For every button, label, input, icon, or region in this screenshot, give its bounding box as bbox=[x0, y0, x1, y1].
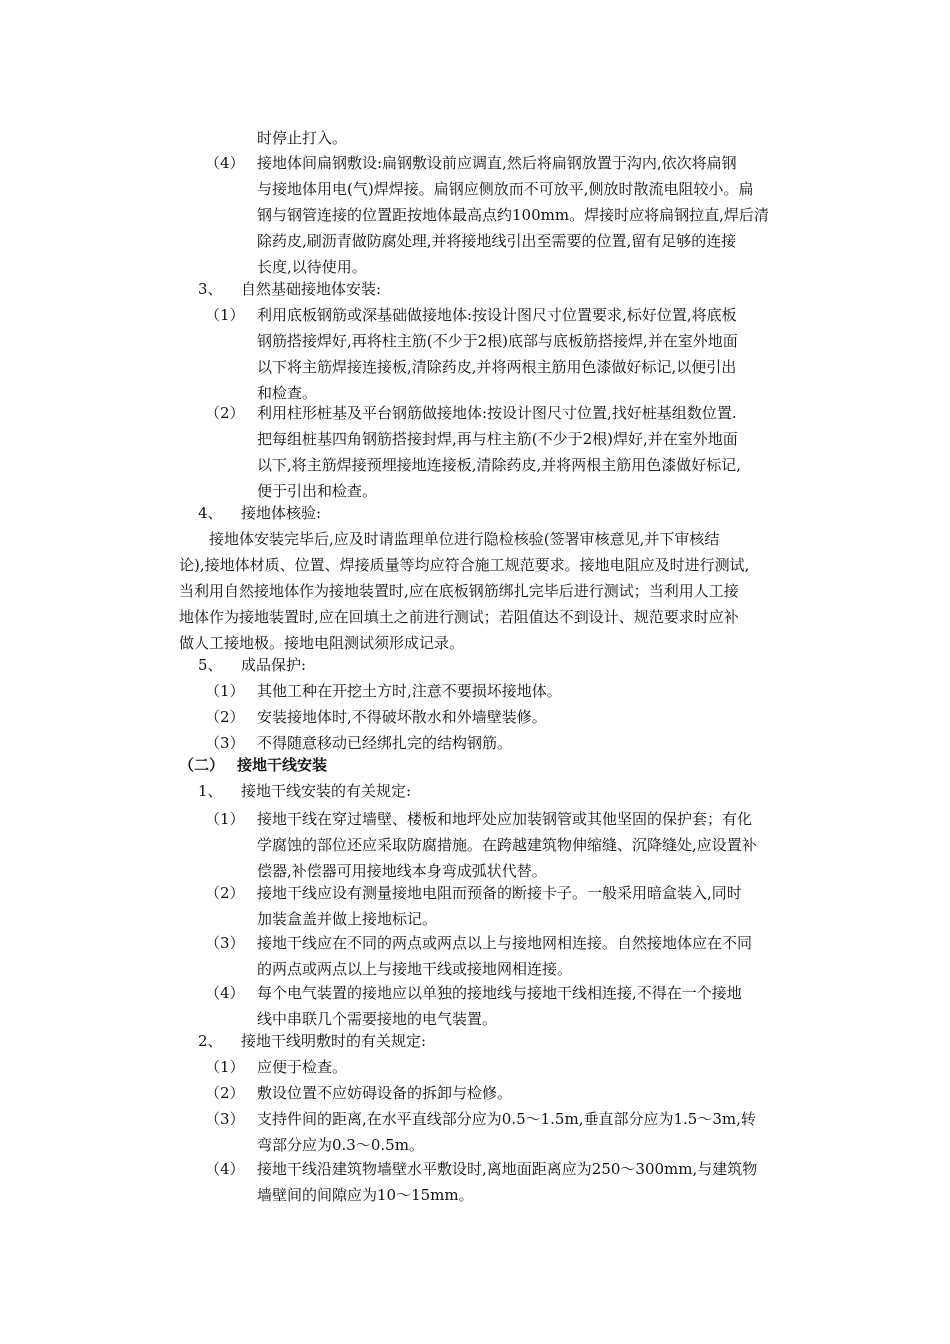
text-line: 钢筋搭接焊好,再将柱主筋(不少于2根)底部与底板筋搭接焊,并在室外地面 bbox=[257, 332, 738, 350]
text-line: 学腐蚀的部位还应采取防腐措施。在跨越建筑物伸缩缝、沉降缝处,应设置补 bbox=[257, 836, 757, 854]
item-number: （4） bbox=[205, 1160, 245, 1178]
text-line: 不得随意移动已经绑扎完的结构钢筋。 bbox=[257, 734, 513, 752]
item-number: （1） bbox=[205, 810, 245, 828]
text-line: 接地干线应在不同的两点或两点以上与接地网相连接。自然接地体应在不同 bbox=[257, 934, 753, 952]
text-line: 接地干线沿建筑物墙壁水平敷设时,离地面距离应为250～300mm,与建筑物 bbox=[257, 1160, 758, 1178]
text-line: 以下,将主筋焊接预埋接地连接板,清除药皮,并将两根主筋用色漆做好标记, bbox=[257, 456, 742, 474]
text-line: 利用底板钢筋或深基础做接地体:按设计图尺寸位置要求,标好位置,将底板 bbox=[257, 306, 737, 324]
text-line: 支持件间的距离,在水平直线部分应为0.5～1.5m,垂直部分应为1.5～3m,转 bbox=[257, 1110, 756, 1128]
text-line: 应便于检查。 bbox=[257, 1058, 348, 1076]
text-line: 钢与钢管连接的位置距按地体最高点约100mm。焊接时应将扁钢拉直,焊后清 bbox=[257, 206, 769, 224]
item-number: （4） bbox=[205, 154, 245, 172]
section-number: 5、 bbox=[198, 656, 223, 674]
item-number: （3） bbox=[205, 934, 245, 952]
section-heading: 接地体核验: bbox=[241, 504, 322, 522]
item-number: （1） bbox=[205, 682, 245, 700]
text-line: 线中串联几个需要接地的电气装置。 bbox=[257, 1010, 498, 1028]
text-line: 安装接地体时,不得破坏散水和外墙壁装修。 bbox=[257, 708, 547, 726]
item-number: （2） bbox=[205, 708, 245, 726]
section-heading: 自然基础接地体安装: bbox=[241, 280, 382, 298]
item-number: （2） bbox=[205, 404, 245, 422]
text-line: 接地体间扁钢敷设:扁钢敷设前应调直,然后将扁钢放置于沟内,依次将扁钢 bbox=[257, 154, 737, 172]
text-line: 接地干线应设有测量接地电阻而预备的断接卡子。一般采用暗盒装入,同时 bbox=[257, 884, 742, 902]
item-number: （1） bbox=[205, 1058, 245, 1076]
text-line: 时停止打入。 bbox=[257, 129, 348, 147]
text-line: 接地体安装完毕后,应及时请监理单位进行隐检核验(签署审核意见,并下审核结 bbox=[209, 530, 720, 548]
text-line: 弯部分应为0.3～0.5m。 bbox=[257, 1136, 424, 1154]
item-number: （1） bbox=[205, 306, 245, 324]
section-heading: 接地干线明敷时的有关规定: bbox=[241, 1032, 427, 1050]
text-line: 把每组桩基四角钢筋搭接封焊,再与柱主筋(不少于2根)焊好,并在室外地面 bbox=[257, 430, 738, 448]
text-line: 利用柱形桩基及平台钢筋做接地体:按设计图尺寸位置,找好桩基组数位置. bbox=[257, 404, 737, 422]
text-line: 每个电气装置的接地应以单独的接地线与接地干线相连接,不得在一个接地 bbox=[257, 984, 742, 1002]
chapter-number: （二） bbox=[179, 756, 225, 774]
text-line: 除药皮,刷沥青做防腐处理,并将接地线引出至需要的位置,留有足够的连接 bbox=[257, 232, 737, 250]
item-number: （3） bbox=[205, 734, 245, 752]
text-line: 加装盒盖并做上接地标记。 bbox=[257, 910, 438, 928]
item-number: （4） bbox=[205, 984, 245, 1002]
text-line: 做人工接地极。接地电阻测试须形成记录。 bbox=[179, 634, 465, 652]
text-line: 论),接地体材质、位置、焊接质量等均应符合施工规范要求。接地电阻应及时进行测试, bbox=[179, 556, 750, 574]
text-line: 当利用自然接地体作为接地装置时,应在底板钢筋绑扎完毕后进行测试；当利用人工接 bbox=[179, 582, 739, 600]
text-line: 与接地体用电(气)焊焊接。扁钢应侧放而不可放平,侧放时散流电阻较小。扁 bbox=[257, 180, 754, 198]
section-number: 2、 bbox=[198, 1032, 223, 1050]
section-number: 4、 bbox=[198, 504, 223, 522]
text-line: 敷设位置不应妨碍设备的拆卸与检修。 bbox=[257, 1084, 513, 1102]
text-line: 以下将主筋焊接连接板,清除药皮,并将两根主筋用色漆做好标记,以便引出 bbox=[257, 358, 737, 376]
section-number: 1、 bbox=[198, 782, 223, 800]
text-line: 便于引出和检查。 bbox=[257, 482, 378, 500]
text-line: 墙壁间的间隙应为10～15mm。 bbox=[257, 1186, 474, 1204]
section-heading: 接地干线安装的有关规定: bbox=[241, 782, 412, 800]
section-number: 3、 bbox=[198, 280, 223, 298]
text-line: 和检查。 bbox=[257, 384, 318, 402]
chapter-heading: 接地干线安装 bbox=[237, 756, 328, 774]
text-line: 地体作为接地装置时,应在回填土之前进行测试；若阻值达不到设计、规范要求时应补 bbox=[179, 608, 739, 626]
section-heading: 成品保护: bbox=[241, 656, 307, 674]
item-number: （3） bbox=[205, 1110, 245, 1128]
text-line: 偿器,补偿器可用接地线本身弯成弧状代替。 bbox=[257, 862, 547, 880]
text-line: 长度,以待使用。 bbox=[257, 258, 367, 276]
text-line: 接地干线在穿过墙壁、楼板和地坪处应加装钢管或其他坚固的保护套；有化 bbox=[257, 810, 753, 828]
item-number: （2） bbox=[205, 1084, 245, 1102]
text-line: 其他工种在开挖土方时,注意不要损坏接地体。 bbox=[257, 682, 562, 700]
text-line: 的两点或两点以上与接地干线或接地网相连接。 bbox=[257, 960, 573, 978]
item-number: （2） bbox=[205, 884, 245, 902]
